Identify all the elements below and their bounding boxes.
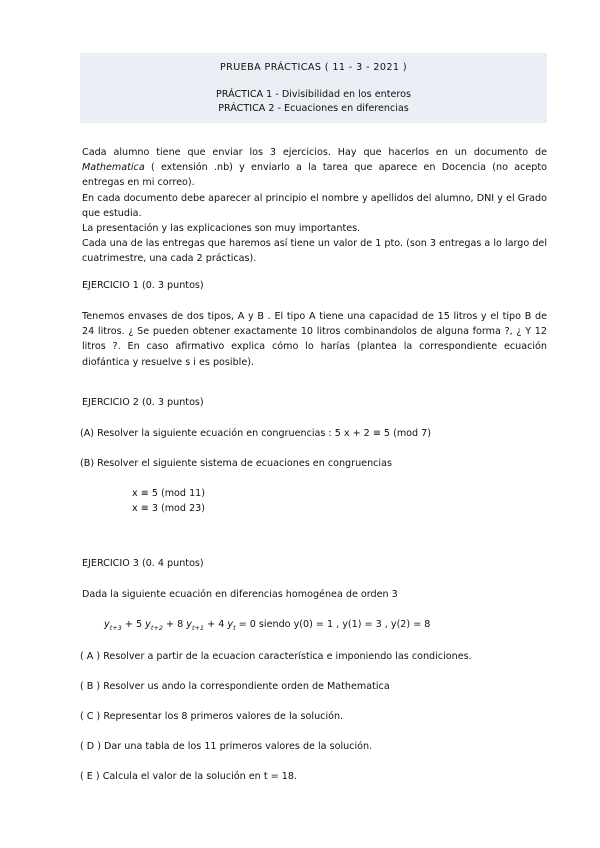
ej3-part-b: ( B ) Resolver us ando la correspondiente orden de Mathematica bbox=[80, 681, 390, 692]
mathematica-italic: Mathematica bbox=[82, 162, 145, 174]
exam-title: PRUEBA PRÁCTICAS ( 11 - 3 - 2021 ) bbox=[219, 62, 407, 73]
header-box bbox=[80, 53, 547, 123]
difference-equation: $y_{t+3} + 5$ $y_{t+2} + 8$ $y_{t+1} + 4$ $y_t = 0$ siendo y(0) = 1 , y(1) = 3 , y(2) = 8 bbox=[104, 619, 431, 632]
practica-1-title: PRÁCTICA 1 - Divisibilidad en los enteros bbox=[216, 89, 411, 100]
ej3-intro: Dada la siguiente ecuación en diferencias homogénea de orden 3 bbox=[82, 589, 398, 600]
ej3-part-c: ( C ) Representar los 8 primeros valores de la solución. bbox=[80, 711, 344, 722]
practica-2-title: PRÁCTICA 2 - Ecuaciones en diferencias bbox=[218, 103, 409, 114]
ej3-title: EJERCICIO 3 (0. 4 puntos) bbox=[82, 558, 204, 569]
intro-line-3: La presentación y las explicaciones son muy importantes. bbox=[82, 223, 361, 235]
ej2-part-a: (A) Resolver la siguiente ecuación en congruencias : 5 x + 2 ≡ 5 (mod 7) bbox=[80, 428, 432, 439]
ej3-part-a: ( A ) Resolver a partir de la ecuacion característica e imponiendo las condiciones. bbox=[80, 651, 472, 662]
ej3-part-e: ( E ) Calcula el valor de la solución en t = 18. bbox=[80, 771, 297, 782]
ej1-text: Tenemos envases de dos tipos, A y B . El tipo A tiene una capacidad de 15 litros y el tipo B de 24 litros. ¿ Se pueden obtener exactamente 10 litros combinandolos de alguna forma ?, ¿ Y 12 litros ?. En caso afirmativo explica cómo lo harías (plantea la correspondiente ecuación diofántica y resuelve s i es posible). bbox=[82, 311, 547, 368]
congruence-1: x ≡ 5 (mod 11) bbox=[132, 488, 206, 499]
ej1-title: EJERCICIO 1 (0. 3 puntos) bbox=[82, 280, 204, 291]
intro-line-2: En cada documento debe aparecer al principio el nombre y apellidos del alumno, DNI y el Grado que estudia. bbox=[82, 192, 547, 219]
ej2-title: EJERCICIO 2 (0. 3 puntos) bbox=[82, 397, 204, 408]
congruence-2: x ≡ 3 (mod 23) bbox=[132, 503, 206, 514]
intro-line-4: Cada una de las entregas que haremos así tiene un valor de 1 pto. (son 3 entregas a lo largo del cuatrimestre, una cada 2 prácticas). bbox=[82, 238, 547, 265]
ej3-part-d: ( D ) Dar una tabla de los 11 primeros valores de la solución. bbox=[80, 741, 373, 752]
ej2-part-b: (B) Resolver el siguiente sistema de ecuaciones en congruencias bbox=[80, 458, 392, 469]
intro-paragraph: Cada alumno tiene que enviar los 3 ejercicios. Hay que hacerlos en un documento de Mathematica ( extensión .nb) y enviarlo a la tarea que aparece en Docencia (no acepto entregas en mi correo). En cada documento debe aparecer al principio el nombre y apellidos del alumno, DNI y el Grado que estudia. La presentación y las explicaciones son muy importantes. Cada una de las entregas que haremos así tiene un valor de 1 pto. (son 3 entregas a lo largo del cuatrimestre, una cada 2 prácticas). bbox=[82, 147, 547, 265]
